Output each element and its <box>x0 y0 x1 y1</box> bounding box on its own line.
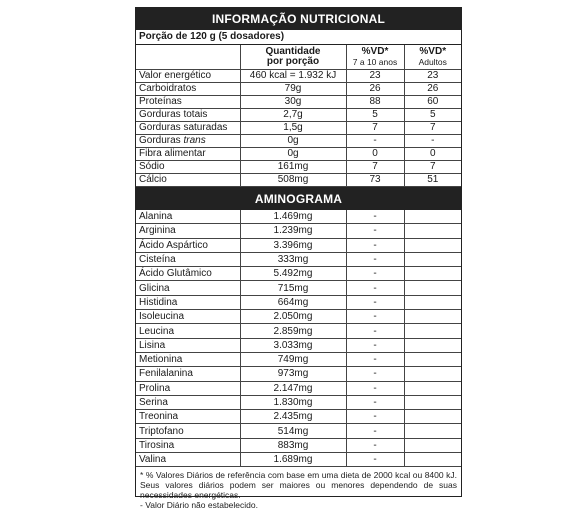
portion-size: Porção de 120 g (5 dosadores) <box>136 30 461 45</box>
amino-dv: - <box>346 424 404 438</box>
nutrient-dv-child-text: 88 <box>369 96 381 107</box>
amino-name: Tirosina <box>136 438 240 452</box>
nutrient-quantity-text: 460 kcal = 1.932 kJ <box>249 70 337 81</box>
nutrient-name-text: Valor energético <box>139 70 212 81</box>
nutrient-dv-child-text: 23 <box>369 70 381 81</box>
nutrient-quantity-text: 1,5g <box>283 122 303 133</box>
nutrient-name <box>136 174 240 187</box>
nutrient-quantity <box>240 161 346 174</box>
nutrient-dv-child-text: 5 <box>372 109 378 120</box>
nutrient-dv-adult <box>404 174 461 187</box>
amino-dv-empty <box>404 281 461 295</box>
nutrient-name <box>136 148 240 161</box>
amino-name: Isoleucina <box>136 310 240 324</box>
footnotes <box>136 467 461 510</box>
amino-dv-empty <box>404 381 461 395</box>
amino-quantity: 2.147mg <box>240 381 346 395</box>
amino-row <box>136 252 461 266</box>
nutrient-name-text: Proteínas <box>139 96 182 107</box>
amino-dv-empty <box>404 310 461 324</box>
nutrient-name <box>136 135 240 148</box>
amino-dv-empty <box>404 410 461 424</box>
nutrient-row <box>136 122 461 135</box>
amino-dv: - <box>346 395 404 409</box>
nutrient-dv-child-text: 7 <box>372 161 378 172</box>
amino-dv: - <box>346 252 404 266</box>
amino-row <box>136 310 461 324</box>
amino-quantity: 973mg <box>240 367 346 381</box>
amino-row <box>136 367 461 381</box>
amino-dv-empty <box>404 424 461 438</box>
aminogram-title: AMINOGRAMA <box>136 187 461 210</box>
nutrition-label <box>135 7 462 510</box>
nutrient-table <box>136 45 461 187</box>
amino-name: Alanina <box>136 210 240 224</box>
dv-child-header-line1: %VD* <box>361 46 389 57</box>
nutrient-name-text: Gorduras totais <box>139 109 208 120</box>
nutrient-row <box>136 96 461 109</box>
nutrient-dv-child <box>346 83 404 96</box>
amino-quantity: 1.689mg <box>240 453 346 467</box>
nutrient-dv-adult <box>404 96 461 109</box>
amino-dv-empty <box>404 295 461 309</box>
nutrient-quantity-text: 161mg <box>277 161 309 172</box>
qty-header-line1: Quantidade <box>265 46 321 57</box>
qty-header-line2: por porção <box>266 56 320 67</box>
amino-row <box>136 338 461 352</box>
label-column-header <box>136 45 240 70</box>
amino-dv-empty <box>404 224 461 238</box>
nutrient-quantity <box>240 96 346 109</box>
amino-dv-empty <box>404 438 461 452</box>
amino-row <box>136 438 461 452</box>
nutrient-quantity <box>240 135 346 148</box>
amino-quantity: 2.859mg <box>240 324 346 338</box>
nutrient-name <box>136 122 240 135</box>
nutrient-name-text: Gorduras <box>139 135 184 146</box>
nutrient-dv-child <box>346 122 404 135</box>
amino-dv-empty <box>404 352 461 366</box>
amino-row <box>136 381 461 395</box>
nutrient-dv-adult <box>404 109 461 122</box>
footnote-daily-values: * % Valores Diários de referência com base em uma dieta de 2000 kcal ou 8400 kJ. Seus valores diários podem ser maiores ou menores dependendo de suas necessidades energéticas. <box>140 470 457 501</box>
amino-dv: - <box>346 338 404 352</box>
amino-dv: - <box>346 438 404 452</box>
nutrient-dv-adult <box>404 135 461 148</box>
amino-dv: - <box>346 281 404 295</box>
nutrient-dv-child <box>346 148 404 161</box>
amino-name: Treonina <box>136 410 240 424</box>
dv-child-column-header <box>346 45 404 70</box>
nutrient-dv-child <box>346 174 404 187</box>
amino-dv: - <box>346 224 404 238</box>
nutrient-quantity <box>240 122 346 135</box>
nutrient-dv-adult-text: 0 <box>429 148 436 159</box>
amino-name: Lisina <box>136 338 240 352</box>
amino-name: Serina <box>136 395 240 409</box>
amino-row <box>136 281 461 295</box>
nutrient-table-header <box>136 45 461 70</box>
amino-name: Glicina <box>136 281 240 295</box>
nutrient-dv-adult-text: 7 <box>429 161 436 172</box>
nutrient-quantity <box>240 109 346 122</box>
amino-row <box>136 352 461 366</box>
nutrient-dv-adult <box>404 70 461 83</box>
nutrient-dv-child <box>346 135 404 148</box>
nutrient-quantity-text: 79g <box>284 83 302 94</box>
nutrient-quantity-text: 0g <box>287 148 299 159</box>
amino-name: Leucina <box>136 324 240 338</box>
amino-dv: - <box>346 381 404 395</box>
qty-column-header <box>240 45 346 70</box>
amino-quantity: 514mg <box>240 424 346 438</box>
amino-dv: - <box>346 367 404 381</box>
dv-child-header-line2: 7 a 10 anos <box>352 57 398 67</box>
amino-quantity: 5.492mg <box>240 267 346 281</box>
amino-row <box>136 295 461 309</box>
nutrient-dv-child <box>346 96 404 109</box>
amino-dv-empty <box>404 267 461 281</box>
amino-name: Arginina <box>136 224 240 238</box>
nutrient-dv-child <box>346 161 404 174</box>
nutrient-dv-child-text: - <box>373 135 377 146</box>
amino-row <box>136 410 461 424</box>
amino-dv: - <box>346 210 404 224</box>
nutrient-name-text: Fibra alimentar <box>139 148 206 159</box>
nutrient-name-text: Cálcio <box>139 174 167 185</box>
amino-name: Triptofano <box>136 424 240 438</box>
nutrient-row <box>136 174 461 187</box>
nutrient-dv-adult-text: 51 <box>427 174 439 185</box>
nutrient-dv-child <box>346 70 404 83</box>
nutrient-row <box>136 148 461 161</box>
amino-dv: - <box>346 238 404 252</box>
amino-dv: - <box>346 410 404 424</box>
amino-name: Histidina <box>136 295 240 309</box>
nutrient-dv-child-text: 0 <box>372 148 378 159</box>
nutrient-row <box>136 161 461 174</box>
amino-row <box>136 210 461 224</box>
amino-row <box>136 453 461 467</box>
nutrient-quantity <box>240 148 346 161</box>
nutrient-name-text: Sódio <box>139 161 165 172</box>
amino-dv: - <box>346 324 404 338</box>
nutrient-dv-child-text: 7 <box>372 122 378 133</box>
amino-quantity: 1.830mg <box>240 395 346 409</box>
nutrient-row <box>136 83 461 96</box>
amino-dv: - <box>346 310 404 324</box>
nutrient-dv-child <box>346 109 404 122</box>
nutrient-dv-adult <box>404 83 461 96</box>
nutrient-dv-adult-text: 23 <box>427 70 439 81</box>
amino-row <box>136 424 461 438</box>
amino-row <box>136 238 461 252</box>
amino-dv: - <box>346 267 404 281</box>
amino-dv: - <box>346 453 404 467</box>
amino-name: Valina <box>136 453 240 467</box>
nutrient-dv-adult <box>404 148 461 161</box>
amino-dv-empty <box>404 367 461 381</box>
dv-adult-header-line2: Adultos <box>418 57 447 67</box>
nutrient-dv-adult <box>404 122 461 135</box>
amino-name: Cisteína <box>136 252 240 266</box>
dv-adult-column-header <box>404 45 461 70</box>
amino-row <box>136 324 461 338</box>
footnote-not-established: - Valor Diário não estabelecido. <box>140 500 258 510</box>
nutrient-name <box>136 96 240 109</box>
amino-row <box>136 395 461 409</box>
amino-quantity: 883mg <box>240 438 346 452</box>
nutrient-dv-child-text: 73 <box>369 174 381 185</box>
amino-quantity: 333mg <box>240 252 346 266</box>
amino-dv-empty <box>404 324 461 338</box>
nutrient-row <box>136 135 461 148</box>
nutrient-name-text: Carboidratos <box>139 83 197 94</box>
amino-quantity: 2.050mg <box>240 310 346 324</box>
amino-dv-empty <box>404 252 461 266</box>
amino-quantity: 749mg <box>240 352 346 366</box>
amino-quantity: 715mg <box>240 281 346 295</box>
nutrient-name <box>136 109 240 122</box>
nutrient-name <box>136 161 240 174</box>
amino-name: Metionina <box>136 352 240 366</box>
nutrient-dv-adult <box>404 161 461 174</box>
nutrient-quantity-text: 30g <box>284 96 302 107</box>
nutrient-quantity-text: 2,7g <box>283 109 303 120</box>
amino-name: Prolina <box>136 381 240 395</box>
nutrient-quantity-text: 0g <box>287 135 299 146</box>
nutrient-dv-adult-text: - <box>431 135 435 146</box>
amino-dv: - <box>346 352 404 366</box>
nutrient-row <box>136 70 461 83</box>
amino-dv: - <box>346 295 404 309</box>
label-title: INFORMAÇÃO NUTRICIONAL <box>136 8 461 30</box>
amino-quantity: 1.469mg <box>240 210 346 224</box>
nutrient-row <box>136 109 461 122</box>
nutrient-dv-adult-text: 7 <box>429 122 436 133</box>
nutrient-name <box>136 83 240 96</box>
amino-dv-empty <box>404 338 461 352</box>
amino-name: Fenilalanina <box>136 367 240 381</box>
nutrient-name-italic: trans <box>183 135 206 146</box>
amino-quantity: 2.435mg <box>240 410 346 424</box>
nutrient-quantity <box>240 83 346 96</box>
amino-dv-empty <box>404 210 461 224</box>
amino-row <box>136 224 461 238</box>
amino-dv-empty <box>404 238 461 252</box>
nutrient-dv-child-text: 26 <box>369 83 381 94</box>
amino-dv-empty <box>404 453 461 467</box>
nutrient-quantity <box>240 174 346 187</box>
nutrient-dv-adult-text: 60 <box>427 96 439 107</box>
dv-adult-header-line1: %VD* <box>419 46 447 57</box>
amino-row <box>136 267 461 281</box>
amino-quantity: 3.033mg <box>240 338 346 352</box>
amino-quantity: 664mg <box>240 295 346 309</box>
nutrient-name <box>136 70 240 83</box>
nutrient-name-text: Gorduras saturadas <box>139 122 228 133</box>
nutrient-quantity-text: 508mg <box>277 174 309 185</box>
amino-name: Ácido Aspártico <box>136 238 240 252</box>
amino-name: Ácido Glutâmico <box>136 267 240 281</box>
nutrient-dv-adult-text: 5 <box>429 109 436 120</box>
nutrient-dv-adult-text: 26 <box>427 83 439 94</box>
amino-quantity: 3.396mg <box>240 238 346 252</box>
amino-quantity: 1.239mg <box>240 224 346 238</box>
amino-dv-empty <box>404 395 461 409</box>
nutrient-quantity <box>240 70 346 83</box>
aminogram-table <box>136 210 461 467</box>
